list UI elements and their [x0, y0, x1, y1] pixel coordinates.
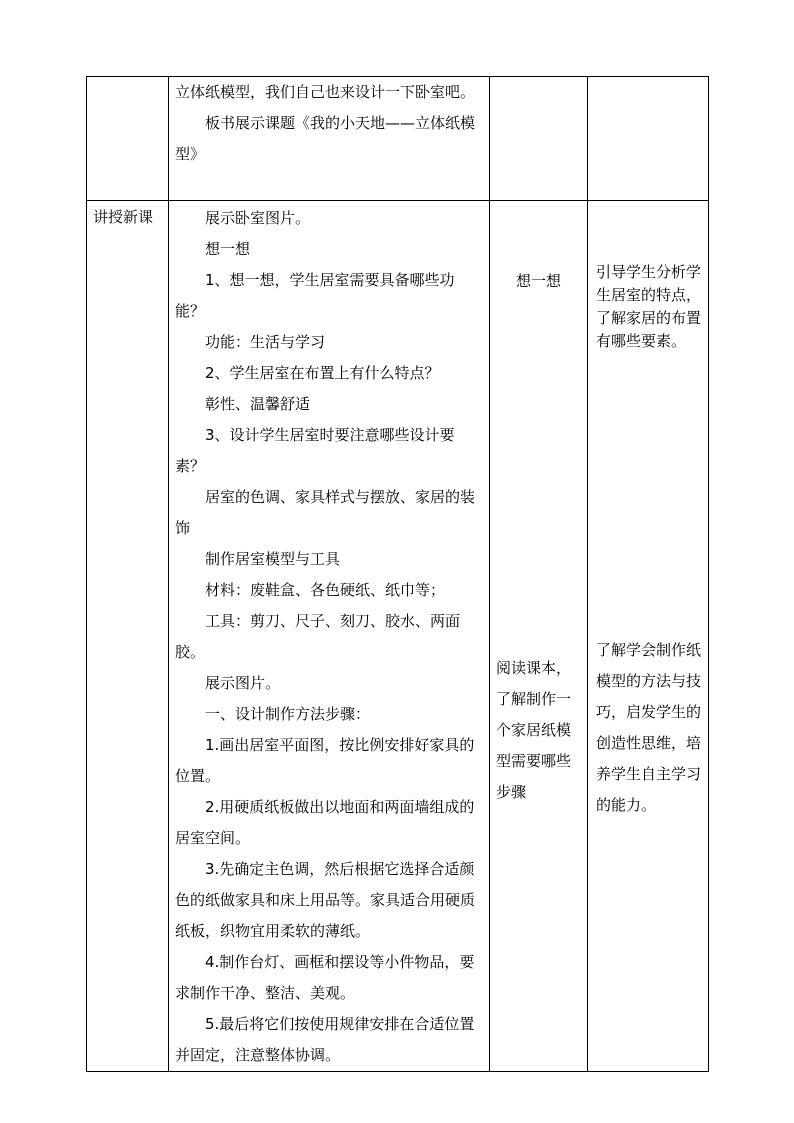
student-think: 想一想: [515, 272, 561, 290]
text-line: 4.制作台灯、画框和摆设等小件物品，要求制作干净、整洁、美观。: [175, 953, 475, 1002]
label-cell-empty: [87, 77, 169, 201]
text-line: 立体纸模型，我们自己也来设计一下卧室吧。: [175, 83, 476, 101]
text-line: 材料：废鞋盒、各色硬纸、纸巾等；: [205, 581, 446, 599]
text-line: 制作居室模型与工具: [205, 550, 341, 568]
activity-cell: [169, 201, 490, 1072]
text-line: 展示卧室图片。: [205, 209, 311, 227]
text-line: 1.画出居室平面图，按比例安排好家具的位置。: [175, 736, 475, 785]
intent-text: 引导学生分析学生居室的特点，了解家居的布置有哪些要素。: [596, 263, 702, 350]
student-activity-cell: [490, 201, 588, 1072]
table-row: [87, 77, 709, 201]
text-line: 功能：生活与学习: [205, 333, 326, 351]
student-read: 阅读课本，了解制作一个家居纸模型需要哪些步骤: [496, 659, 572, 801]
student-cell-empty: [490, 77, 588, 201]
text-line: 想一想: [205, 240, 251, 258]
text-line: 居室的色调、家具样式与摆放、家居的装饰: [175, 488, 476, 537]
text-line: 一、设计制作方法步骤：: [205, 705, 371, 723]
text-line: 1、想一想，学生居室需要具备哪些功能？: [175, 271, 455, 320]
activity-cell: [169, 77, 490, 201]
board-title-line: 板书展示课题《我的小天地——立体纸模型》: [175, 114, 476, 163]
intent-cell-empty: [588, 77, 709, 201]
label-cell: [87, 201, 169, 1072]
text-line: 5.最后将它们按使用规律安排在合适位置并固定，注意整体协调。: [175, 1015, 475, 1064]
lesson-plan-table: [86, 76, 709, 1072]
design-intent-cell: [588, 201, 709, 1072]
table-row: [87, 201, 709, 1072]
intent-text: 了解学会制作纸模型的方法与技巧，启发学生的创造性思维，培养学生自主学习的能力。: [596, 641, 702, 814]
section-label: 讲授新课: [93, 208, 154, 226]
text-line: 展示图片。: [205, 674, 281, 692]
text-line: 3、设计学生居室时要注意哪些设计要素？: [175, 426, 455, 475]
text-line: 2.用硬质纸板做出以地面和两面墙组成的居室空间。: [175, 798, 475, 847]
text-line: 彰性、温馨舒适: [205, 395, 311, 413]
text-line: 工具：剪刀、尺子、刻刀、胶水、两面胶。: [175, 612, 461, 661]
text-line: 3.先确定主色调，然后根据它选择合适颜色的纸做家具和床上用品等。家具适合用硬质纸板，织物宜用柔软的薄纸。: [175, 860, 476, 940]
text-line: 2、学生居室在布置上有什么特点？: [205, 364, 440, 382]
